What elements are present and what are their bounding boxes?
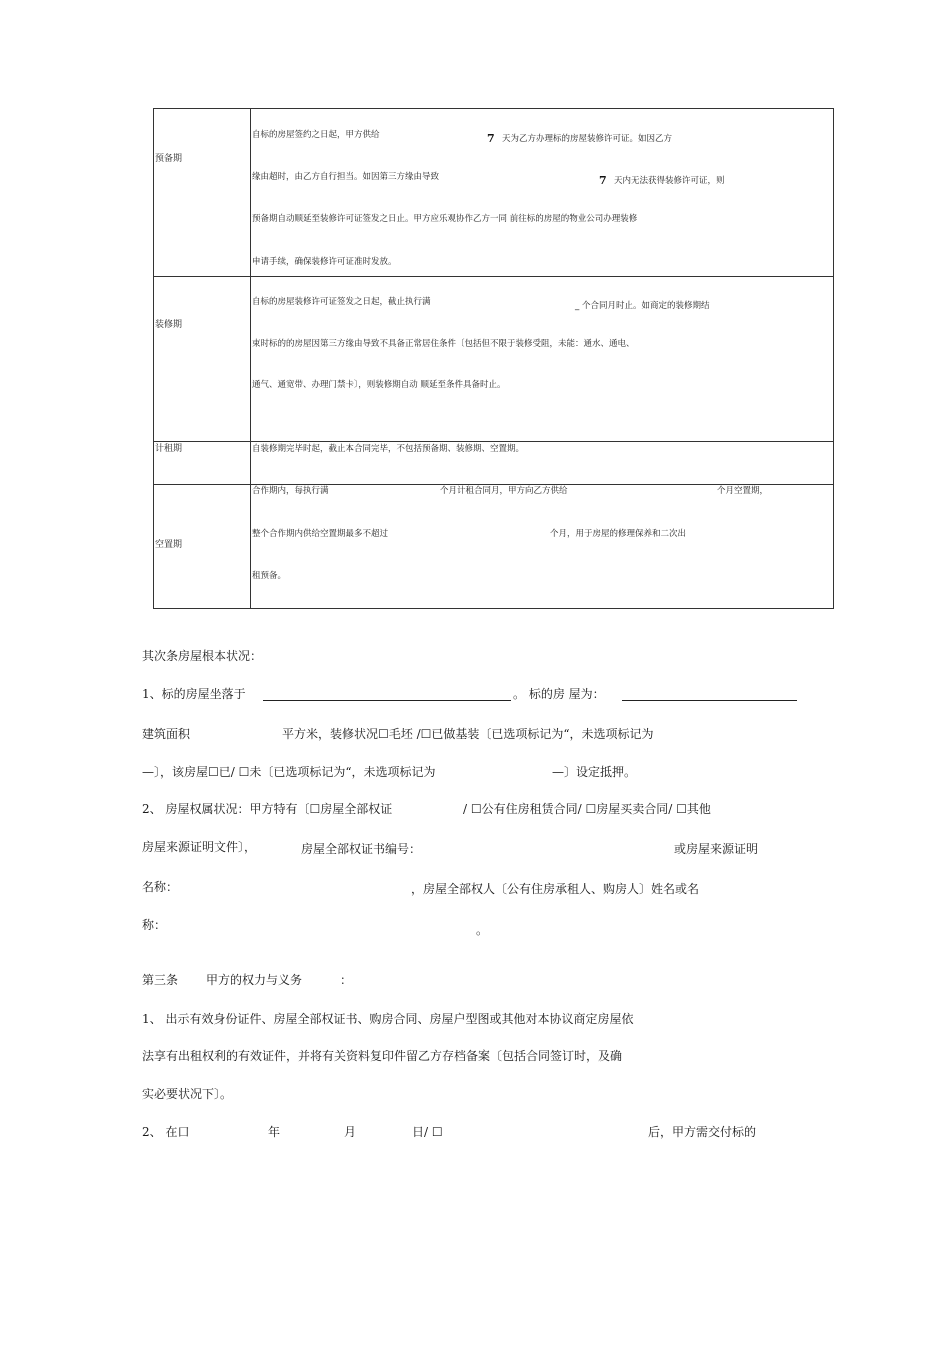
cell-text: _ 个合同月时止。如商定的装修期结 bbox=[575, 301, 710, 311]
row-label: 计租期 bbox=[155, 444, 183, 454]
clause-text: 1、 出示有效身份证件、房屋全部权证书、购房合同、房屋户型图或其他对本协议商定房屋依 bbox=[142, 1012, 634, 1026]
clause-text: 法享有出租权利的有效证件，并将有关资料复印件留乙方存档备案〔包括合同签订时，及确 bbox=[142, 1049, 623, 1063]
clause-text: 1、标的房屋坐落于 bbox=[142, 687, 246, 701]
section-number: 第三条 bbox=[142, 973, 179, 987]
clause-text: —〕，该房屋☐已/ ☐未〔已选项标记为“，未选项标记为 bbox=[142, 765, 436, 779]
cell-number: 7 bbox=[487, 132, 495, 145]
cell-text: 个月空置期， bbox=[717, 486, 769, 496]
table-row-divider bbox=[153, 441, 834, 442]
cell-text: 个月，用于房屋的修理保养和二次出 bbox=[550, 529, 687, 539]
cell-text: 自标的房屋签约之日起，甲方供给 bbox=[252, 130, 380, 140]
cell-text: 缘由超时，由乙方自行担当。如因第三方缘由导致 bbox=[252, 172, 440, 182]
clause-text: —〕设定抵押。 bbox=[552, 765, 637, 779]
table-column-divider bbox=[250, 108, 251, 609]
cell-text: 通气、通宽带、办理门禁卡〕，则装修期自动 顺延至条件具备时止。 bbox=[252, 380, 506, 390]
clause-text: 。 标的房 屋为： bbox=[513, 687, 605, 701]
blank-line bbox=[263, 700, 511, 701]
cell-text: 合作期内，每执行满 bbox=[252, 486, 329, 496]
clause-text: 名称： bbox=[142, 880, 179, 894]
cell-text: 自装修期完毕时起，截止本合同完毕，不包括预备期、装修期、空置期。 bbox=[252, 444, 525, 454]
clause-text: 平方米，装修状况☐毛坯 /☐已做基装〔已选项标记为“，未选项标记为 bbox=[282, 727, 654, 741]
table-border-bottom bbox=[153, 608, 834, 609]
clause-text: 建筑面积 bbox=[142, 727, 191, 741]
cell-number: 7 bbox=[599, 174, 607, 187]
cell-text: 天为乙方办理标的房屋装修许可证。如因乙方 bbox=[502, 134, 673, 144]
clause-text: 后，甲方需交付标的 bbox=[648, 1125, 757, 1139]
clause-text: 2、 在口 bbox=[142, 1125, 190, 1139]
blank-line bbox=[622, 700, 797, 701]
table-border-right bbox=[833, 108, 834, 609]
cell-text: 整个合作期内供给空置期最多不超过 bbox=[252, 529, 389, 539]
section-colon: ： bbox=[340, 973, 353, 987]
table-row-divider bbox=[153, 484, 834, 485]
clause-text: 月 bbox=[344, 1125, 357, 1139]
clause-text: 实必要状况下〕。 bbox=[142, 1087, 233, 1101]
clause-text: 2、 房屋权属状况：甲方特有〔☐房屋全部权证 bbox=[142, 802, 393, 816]
table-border-top bbox=[153, 108, 834, 109]
cell-text: 预备期自动顺延至装修许可证签发之日止。甲方应乐观协作乙方一同 前往标的房屋的物业公司办理装修 bbox=[252, 214, 638, 224]
cell-text: 个月计租合同月，甲方向乙方供给 bbox=[440, 486, 568, 496]
clause-text: 。 bbox=[476, 923, 489, 937]
clause-text: 称： bbox=[142, 918, 167, 932]
cell-text: 自标的房屋装修许可证签发之日起，截止执行满 bbox=[252, 297, 431, 307]
cell-text: 申请手续，确保装修许可证准时发放。 bbox=[252, 257, 397, 267]
clause-text: 日/ ☐ bbox=[412, 1125, 443, 1139]
clause-text: 房屋来源证明文件〕， bbox=[142, 840, 257, 854]
section-title: 甲方的权力与义务 bbox=[206, 973, 303, 987]
row-label: 装修期 bbox=[155, 320, 183, 330]
clause-text: 或房屋来源证明 bbox=[674, 842, 759, 856]
cell-text: 束时标的的房屋因第三方缘由导致不具备正常居住条件〔包括但不限于装修受阻，未能：通水、通电、 bbox=[252, 339, 635, 349]
clause-text: ，房屋全部权人〔公有住房承租人、购房人〕姓名或名 bbox=[411, 882, 700, 896]
table-row-divider bbox=[153, 276, 834, 277]
row-label: 预备期 bbox=[155, 154, 183, 164]
clause-text: 年 bbox=[268, 1125, 281, 1139]
row-label: 空置期 bbox=[155, 540, 183, 550]
section-title: 其次条房屋根本状况： bbox=[142, 649, 263, 663]
table-border-left bbox=[153, 108, 154, 609]
cell-text: 天内无法获得装修许可证，则 bbox=[614, 176, 725, 186]
clause-text: / ☐公有住房租赁合同/ ☐房屋买卖合同/ ☐其他 bbox=[463, 802, 711, 816]
cell-text: 租预备。 bbox=[252, 571, 287, 581]
clause-text: 房屋全部权证书编号： bbox=[301, 842, 422, 856]
